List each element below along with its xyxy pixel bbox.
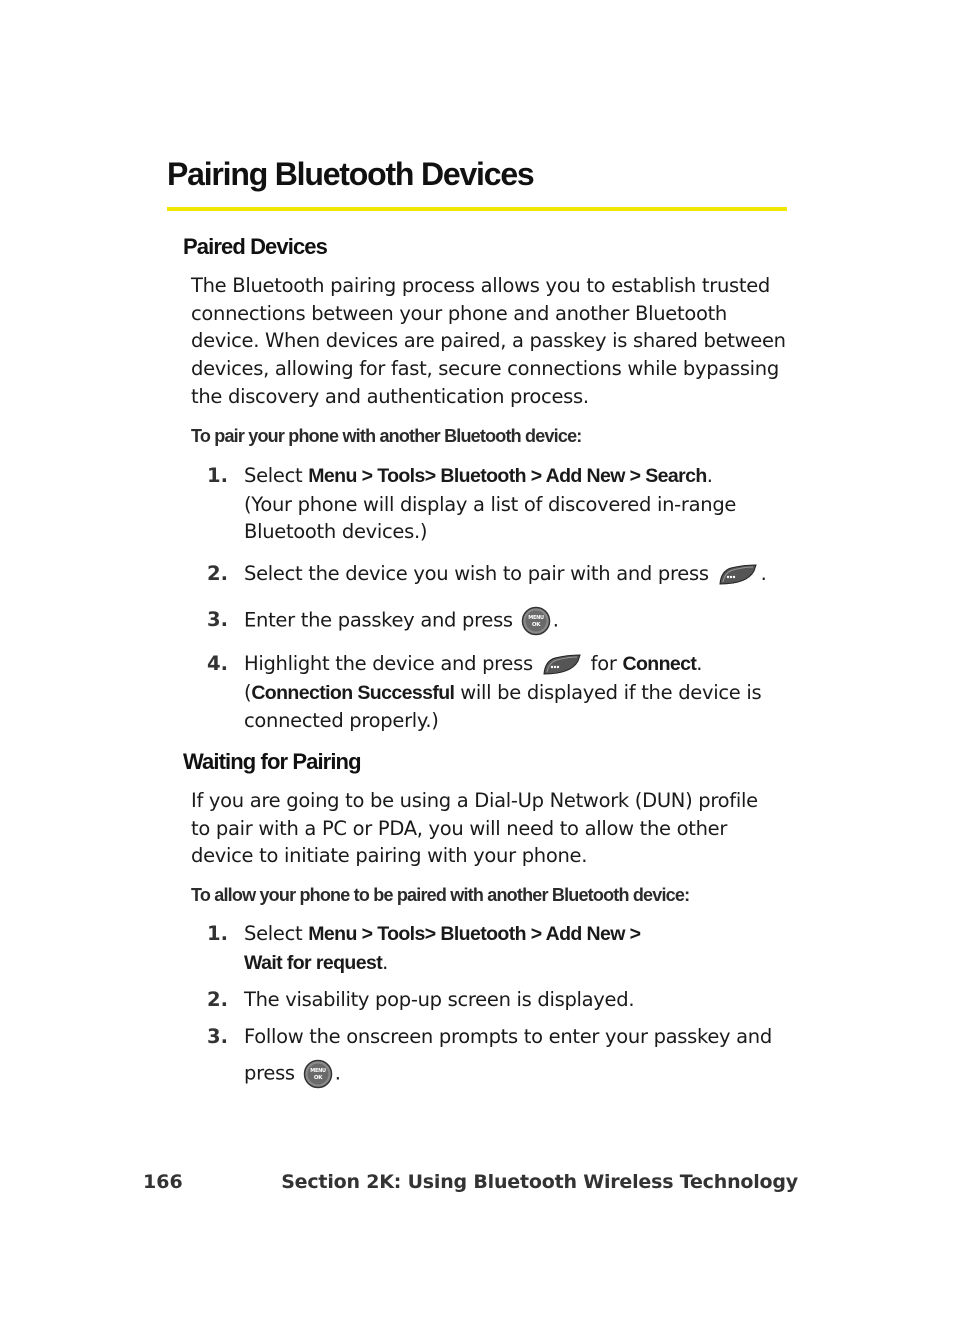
- text-line: If you are going to be using a Dial-Up Network (DUN) profile: [191, 789, 758, 812]
- step-text: connected properly.): [244, 709, 439, 733]
- step-text: .: [552, 608, 559, 632]
- menu-path: Menu > Tools> Bluetooth > Add New > Search: [308, 465, 707, 487]
- step-number: 3.: [207, 608, 228, 631]
- connect-label: Connect: [622, 653, 697, 675]
- pair-intro: To pair your phone with another Bluetooth device:: [191, 426, 582, 446]
- menu-ok-key-icon: [521, 606, 551, 636]
- key-label: OK: [313, 1074, 322, 1081]
- step-number: 1.: [207, 922, 228, 945]
- step-text: (: [244, 680, 252, 704]
- section-title: Section 2K: Using Bluetooth Wireless Technology: [281, 1171, 798, 1193]
- page-title: Pairing Bluetooth Devices: [167, 156, 534, 192]
- menu-ok-key-icon: [303, 1059, 333, 1089]
- waiting-intro: To allow your phone to be paired with another Bluetooth device:: [191, 885, 690, 905]
- heading-paired-devices: Paired Devices: [183, 234, 327, 259]
- step-text: The visability pop-up screen is displayed.: [244, 988, 635, 1011]
- step-text: for: [584, 652, 623, 675]
- step-number: 4.: [207, 652, 228, 675]
- softkey-icon: [541, 653, 583, 677]
- text-line: The Bluetooth pairing process allows you to establish trusted: [191, 274, 770, 297]
- menu-path: Menu > Tools> Bluetooth > Add New >: [308, 923, 641, 945]
- page-number: 166: [143, 1171, 183, 1193]
- text-line: device to initiate pairing with your phone.: [191, 844, 588, 868]
- key-label: MENU: [309, 1067, 326, 1074]
- paired-devices-paragraph: [191, 272, 791, 411]
- waiting-paragraph: [191, 787, 791, 870]
- step-text: .: [382, 950, 389, 974]
- step-text: Select: [244, 922, 309, 945]
- text-line: devices, allowing for fast, secure connections while bypassing: [191, 357, 779, 381]
- step-number: 3.: [207, 1025, 228, 1048]
- heading-waiting-for-pairing: Waiting for Pairing: [183, 749, 361, 774]
- step-text: .: [760, 562, 767, 585]
- step-number: 1.: [207, 464, 228, 487]
- step-text: .: [696, 652, 703, 675]
- step-text: .: [706, 464, 713, 487]
- text-line: to pair with a PC or PDA, you will need to allow the other: [191, 816, 728, 840]
- step-text: Bluetooth devices.): [244, 520, 428, 544]
- softkey-icon: [717, 563, 759, 587]
- step-text: .: [334, 1061, 341, 1085]
- step-text: Highlight the device and press: [244, 652, 533, 675]
- step-text: Enter the passkey and press: [244, 608, 513, 632]
- step-text: will be displayed if the device is: [454, 680, 762, 704]
- key-label: OK: [531, 622, 540, 628]
- connection-successful-label: Connection Successful: [251, 681, 455, 704]
- step-text: Follow the onscreen prompts to enter your passkey and: [244, 1025, 772, 1048]
- step-number: 2.: [207, 562, 228, 585]
- menu-path: Wait for request: [244, 951, 383, 974]
- step-number: 2.: [207, 988, 228, 1011]
- step-text: Select: [244, 464, 309, 487]
- step-text: press: [244, 1061, 301, 1085]
- text-line: the discovery and authentication process.: [191, 384, 589, 408]
- text-line: device. When devices are paired, a passkey is shared between: [191, 329, 786, 353]
- step-text: (Your phone will display a list of discovered in-range: [244, 492, 737, 516]
- step-text: Select the device you wish to pair with and press: [244, 562, 709, 585]
- text-line: connections between your phone and another Bluetooth: [191, 301, 727, 325]
- key-label: MENU: [527, 615, 544, 621]
- title-underline: [167, 207, 787, 211]
